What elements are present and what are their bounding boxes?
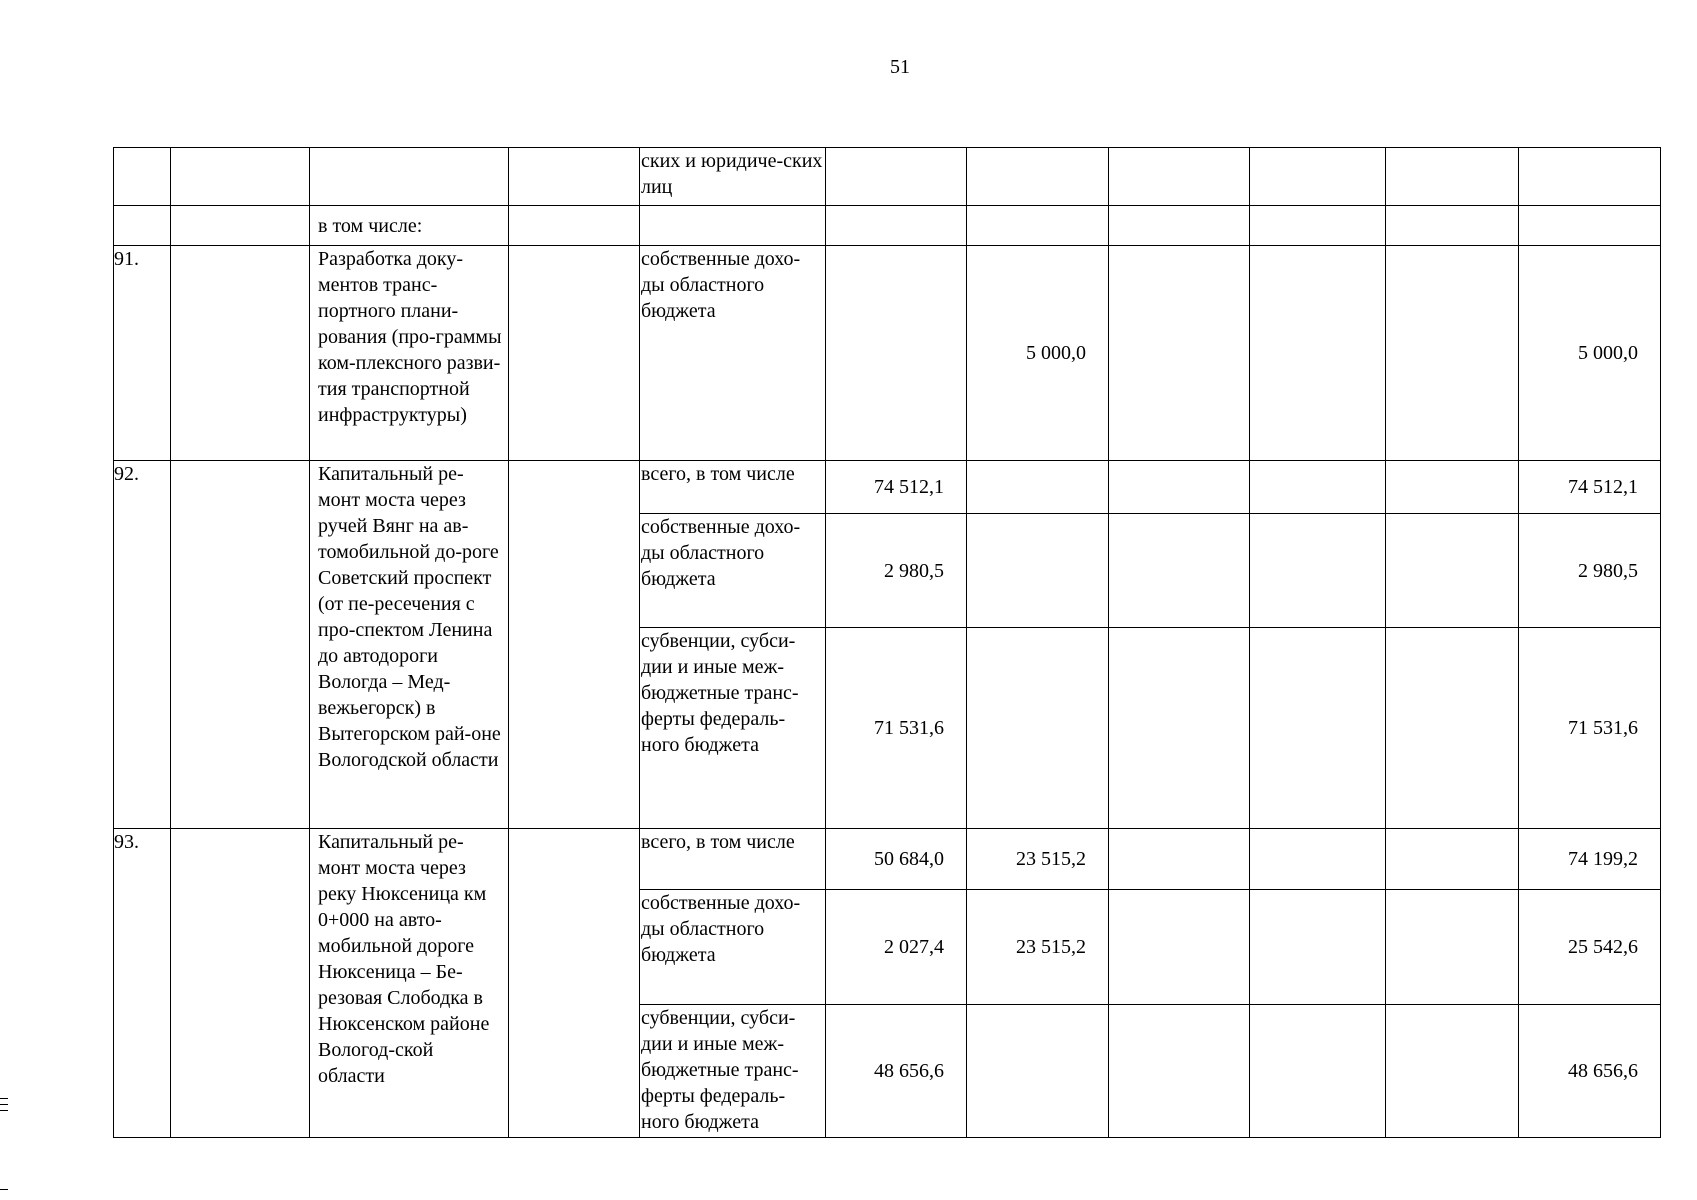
- amount-cell: [967, 514, 1109, 628]
- amount-cell: [1109, 514, 1250, 628]
- total-cell: 74 199,2: [1519, 829, 1661, 890]
- budget-table: [113, 147, 1661, 1138]
- amount-cell: [1250, 514, 1386, 628]
- item-name-cell: в том числе:: [310, 206, 509, 246]
- table-row: [114, 206, 1661, 246]
- funding-source-cell: всего, в том числе: [640, 461, 826, 514]
- table-cell: [1386, 514, 1519, 628]
- total-cell: 48 656,6: [1519, 1005, 1661, 1138]
- table-cell: [1386, 206, 1519, 246]
- amount-cell: 5 000,0: [967, 246, 1109, 461]
- table-cell: [1386, 1005, 1519, 1138]
- amount-cell: 23 515,2: [967, 890, 1109, 1005]
- table-cell: [826, 148, 967, 206]
- amount-cell: [967, 628, 1109, 829]
- amount-cell: [1250, 628, 1386, 829]
- table-cell: [114, 148, 171, 206]
- table-cell: [509, 829, 640, 1138]
- item-name-cell: Капитальный ре-монт моста через ручей Вянг на ав-томобильной до-роге Советский проспект (от пе-ресечения с про-спектом Ленина до автодороги Вологда – Мед-вежьегорск) в Вытегорском рай-оне Вологодской области: [310, 461, 509, 829]
- funding-source-cell: субвенции, субси-дии и иные меж-бюджетные транс-ферты федераль-ного бюджета: [640, 628, 826, 829]
- table-cell: [171, 148, 310, 206]
- total-cell: 2 980,5: [1519, 514, 1661, 628]
- amount-cell: 2 980,5: [826, 514, 967, 628]
- funding-source-cell: всего, в том числе: [640, 829, 826, 890]
- amount-cell: 74 512,1: [826, 461, 967, 514]
- total-cell: 5 000,0: [1519, 246, 1661, 461]
- total-cell: 71 531,6: [1519, 628, 1661, 829]
- table-row: [114, 461, 1661, 514]
- item-name-cell: Капитальный ре-монт моста через реку Нюксеница км 0+000 на авто-мобильной дороге Нюксеница – Бе-резовая Слободка в Нюксенском районе Вологод-ской области: [310, 829, 509, 1138]
- table-cell: [826, 206, 967, 246]
- table-cell: [509, 148, 640, 206]
- table-cell: [114, 206, 171, 246]
- amount-cell: [826, 246, 967, 461]
- funding-source-cell: собственные дохо-ды областного бюджета: [640, 890, 826, 1005]
- table-cell: [1386, 246, 1519, 461]
- table-cell: [1386, 890, 1519, 1005]
- table-cell: [967, 148, 1109, 206]
- table-row: [114, 829, 1661, 890]
- page-number: 51: [890, 56, 910, 78]
- table-cell: [171, 829, 310, 1138]
- table-cell: [1109, 206, 1250, 246]
- amount-cell: [1109, 890, 1250, 1005]
- item-number-cell: 93.: [114, 829, 171, 1138]
- total-cell: 25 542,6: [1519, 890, 1661, 1005]
- table-cell: [171, 246, 310, 461]
- table-cell: [640, 206, 826, 246]
- funding-source-cell: ских и юридиче-ских лиц: [640, 148, 826, 206]
- amount-cell: 2 027,4: [826, 890, 967, 1005]
- margin-mark: [0, 1104, 8, 1105]
- item-number-cell: 92.: [114, 461, 171, 829]
- margin-mark: [0, 1189, 8, 1190]
- table-cell: [967, 206, 1109, 246]
- amount-cell: [1109, 829, 1250, 890]
- table-cell: [1386, 628, 1519, 829]
- amount-cell: [1250, 246, 1386, 461]
- funding-source-cell: субвенции, субси-дии и иные меж-бюджетные транс-ферты федераль-ного бюджета: [640, 1005, 826, 1138]
- amount-cell: 48 656,6: [826, 1005, 967, 1138]
- amount-cell: [1109, 1005, 1250, 1138]
- total-cell: 74 512,1: [1519, 461, 1661, 514]
- table-cell: [1386, 148, 1519, 206]
- amount-cell: 71 531,6: [826, 628, 967, 829]
- table-row: [114, 246, 1661, 461]
- table-cell: [509, 461, 640, 829]
- funding-source-cell: собственные дохо-ды областного бюджета: [640, 246, 826, 461]
- amount-cell: [1250, 890, 1386, 1005]
- funding-source-cell: собственные дохо-ды областного бюджета: [640, 514, 826, 628]
- table-row: [114, 148, 1661, 206]
- margin-mark: [0, 1110, 8, 1111]
- table-cell: [310, 148, 509, 206]
- table-cell: [1109, 148, 1250, 206]
- table-cell: [509, 246, 640, 461]
- margin-mark: [0, 1098, 8, 1099]
- table-cell: [1386, 829, 1519, 890]
- table-cell: [1519, 148, 1661, 206]
- table-cell: [171, 206, 310, 246]
- amount-cell: 50 684,0: [826, 829, 967, 890]
- table-cell: [171, 461, 310, 829]
- item-number-cell: 91.: [114, 246, 171, 461]
- amount-cell: [1109, 461, 1250, 514]
- amount-cell: [967, 1005, 1109, 1138]
- table-cell: [509, 206, 640, 246]
- amount-cell: [967, 461, 1109, 514]
- table-cell: [1250, 148, 1386, 206]
- amount-cell: 23 515,2: [967, 829, 1109, 890]
- table-cell: [1250, 206, 1386, 246]
- table-cell: [1386, 461, 1519, 514]
- table-cell: [1519, 206, 1661, 246]
- amount-cell: [1109, 628, 1250, 829]
- amount-cell: [1250, 829, 1386, 890]
- amount-cell: [1250, 1005, 1386, 1138]
- amount-cell: [1109, 246, 1250, 461]
- amount-cell: [1250, 461, 1386, 514]
- item-name-cell: Разработка доку-ментов транс-портного плани-рования (про-граммы ком-плексного разви-тия транспортной инфраструктуры): [310, 246, 509, 461]
